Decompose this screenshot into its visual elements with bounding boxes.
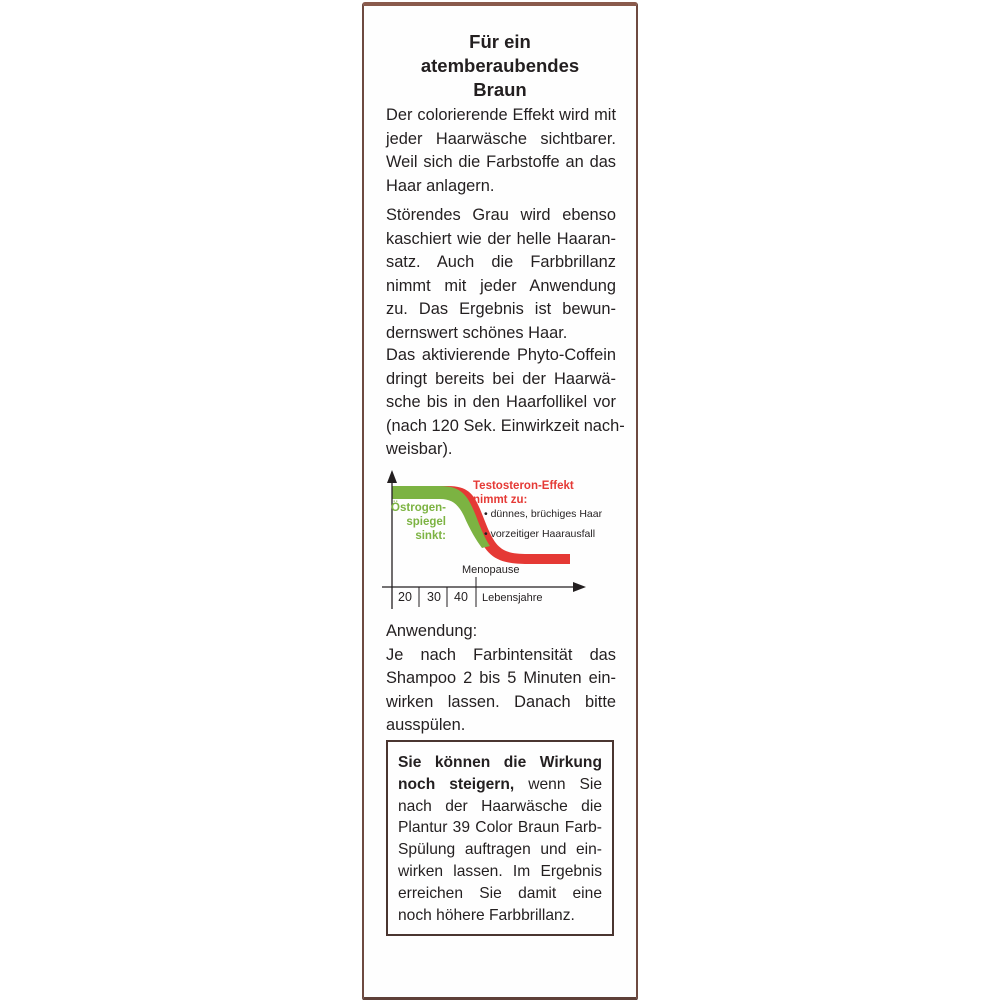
paragraph-grey-coverage (386, 204, 616, 346)
paragraph-phyto-coffein (386, 344, 625, 462)
application-heading: Anwendung: (386, 622, 478, 640)
package-side-panel (362, 2, 638, 1000)
text-line: dringt bereits bei der Haarwä- (386, 369, 616, 388)
headline-line-2: atemberaubendes (420, 55, 580, 76)
text-line: wirken lassen. Danach bitte (386, 692, 616, 711)
tip-bold-line: Sie können die Wirkung (398, 754, 602, 771)
tip-regular-text: wenn Sie (514, 775, 603, 793)
text-line: nimmt mit jeder Anwendung (386, 276, 616, 295)
bullet-hair-loss: • vorzeitiger Haarausfall (484, 528, 596, 540)
hormone-chart (378, 464, 603, 614)
y-axis-arrow-icon (387, 470, 397, 483)
text-line: dernswert schönes Haar. (386, 323, 568, 342)
application-section (386, 620, 616, 738)
bullet-text: vorzeitiger Haarausfall (490, 528, 596, 540)
tip-bold-text: noch steigern, (398, 775, 515, 793)
text-line: Störendes Grau wird ebenso (386, 206, 616, 224)
paragraph-color-effect (386, 104, 616, 198)
text-line: Das aktivierende Phyto-Coffein (386, 346, 616, 364)
x-tick-40: 40 (454, 590, 468, 604)
text-line: sche bis in den Haarfollikel vor (386, 393, 616, 412)
tip-line-mixed (398, 774, 602, 796)
headline (364, 30, 636, 102)
testosterone-label (473, 479, 574, 507)
text-line: Haar anlagern. (386, 176, 495, 195)
x-axis-arrow-icon (573, 582, 586, 592)
text-line: Weil sich die Farbstoffe an das (386, 153, 616, 172)
text-line: Je nach Farbintensität das (386, 645, 616, 664)
text-line: jeder Haarwäsche sichtbarer. (386, 129, 616, 148)
bullet-thin-hair: • dünnes, brüchiges Haar (484, 508, 603, 520)
text-line: erreichen Sie damit eine (398, 884, 602, 902)
x-tick-30: 30 (427, 590, 441, 604)
text-line: satz. Auch die Farbbrillanz (386, 253, 616, 272)
estrogen-label (388, 501, 446, 543)
label-line: sinkt: (415, 530, 446, 542)
x-tick-20: 20 (398, 590, 412, 604)
headline-line-3: Braun (473, 79, 527, 100)
text-line: (nach 120 Sek. Einwirkzeit nach- (386, 416, 625, 435)
label-line: spiegel (406, 516, 446, 528)
tip-box (386, 740, 614, 936)
bullet-text: dünnes, brüchiges Haar (490, 508, 603, 520)
menopause-label: Menopause (462, 564, 520, 576)
text-line: noch höhere Farbbrillanz. (398, 906, 575, 924)
text-line: Plantur 39 Color Braun Farb- (398, 819, 602, 837)
text-line: Spülung auftragen und ein- (398, 841, 602, 859)
text-line: kaschiert wie der helle Haaran- (386, 229, 616, 248)
tip-text (398, 752, 602, 926)
label-line: Testosteron-Effekt (473, 480, 574, 492)
text-line: weisbar). (386, 440, 453, 459)
text-line: wirken lassen. Im Ergebnis (398, 862, 602, 880)
text-line: Shampoo 2 bis 5 Minuten ein- (386, 669, 616, 688)
label-line: nimmt zu: (473, 494, 528, 506)
text-line: zu. Das Ergebnis ist bewun- (386, 300, 616, 319)
label-line: Östrogen- (391, 502, 446, 514)
text-line: ausspülen. (386, 716, 466, 735)
x-axis-label: Lebensjahre (482, 592, 543, 604)
text-line: nach der Haarwäsche die (398, 797, 602, 815)
text-line: Der colorierende Effekt wird mit (386, 106, 616, 124)
headline-line-1: Für ein (469, 31, 531, 52)
